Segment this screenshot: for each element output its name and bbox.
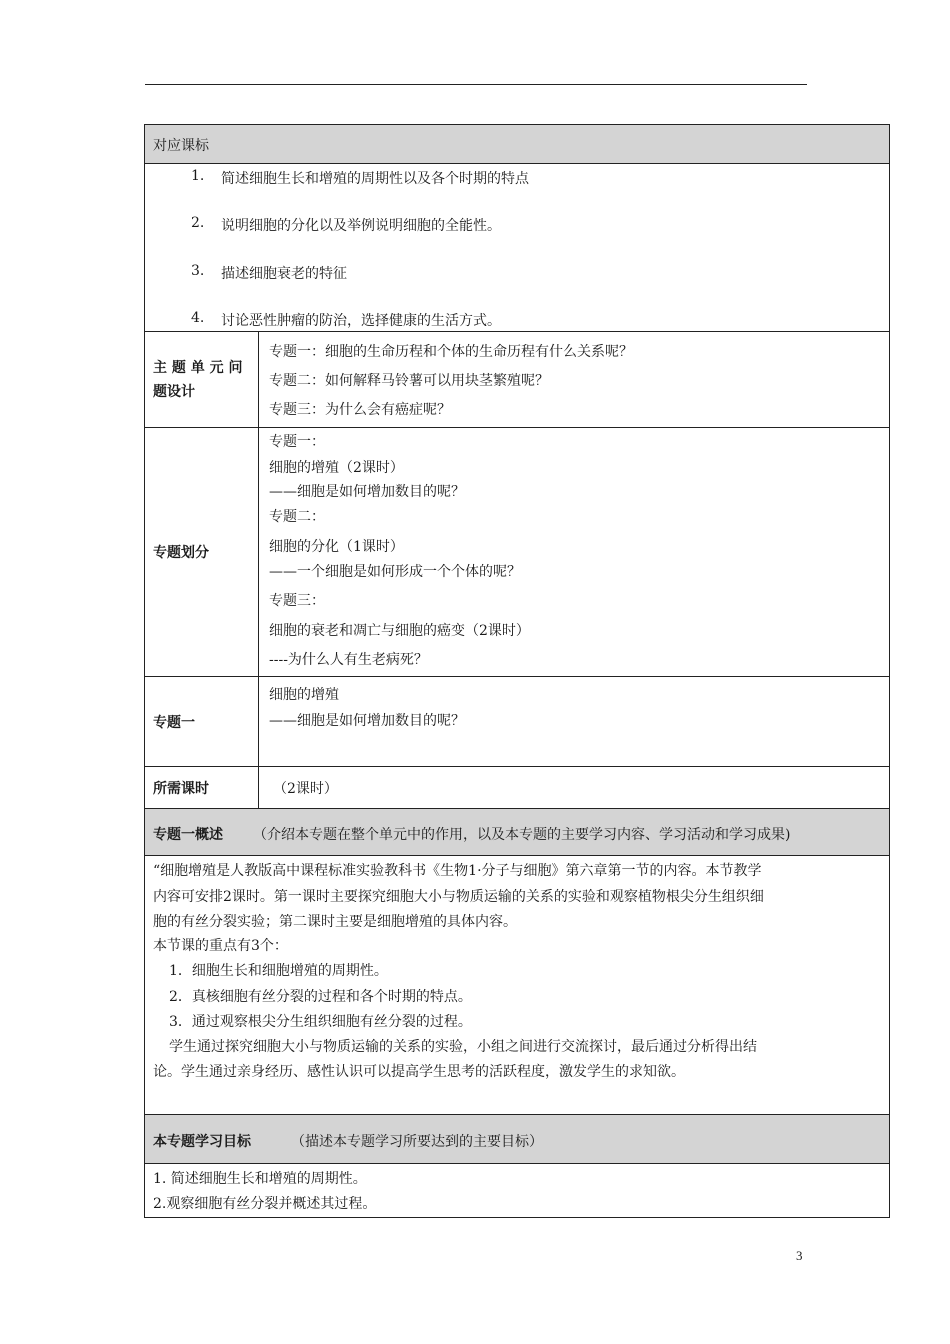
standards-item-num: 1. [191,168,205,184]
overview-header-row [145,808,889,855]
standards-item-text: 说明细胞的分化以及举例说明细胞的全能性。 [221,218,501,234]
goals-label: 本专题学习目标 [153,1134,251,1150]
overview-line: 3．通过观察根尖分生组织细胞有丝分裂的过程。 [169,1014,472,1030]
overview-line: 本节课的重点有3个： [153,938,288,954]
division-content [259,428,889,676]
division-line: ——一个细胞是如何形成一个个体的呢？ [269,564,521,580]
standards-item-num: 4. [191,310,205,326]
topic1-content [259,677,889,766]
topic1-row [145,676,889,766]
questions-label-line1: 主 题 单 元 问 [153,359,243,376]
goals-header-row [145,1114,889,1163]
question-item: 专题二：如何解释马铃薯可以用块茎繁殖呢？ [269,373,549,389]
overview-content-row [145,855,889,1114]
lesson-plan-table [144,124,890,1218]
overview-label: 专题一概述 [153,827,223,843]
questions-label [145,332,259,427]
division-label: 专题划分 [145,428,259,676]
division-line: 专题三： [269,593,325,609]
standards-item-num: 3. [191,263,205,279]
division-line: 专题一： [269,434,325,450]
page-number: 3 [796,1248,803,1263]
overview-line: 学生通过探究细胞大小与物质运输的关系的实验，小组之间进行交流探讨，最后通过分析得出结 [169,1039,757,1055]
standards-items-row [145,163,889,331]
questions-row [145,331,889,427]
overview-line: 内容可安排2课时。第一课时主要探究细胞大小与物质运输的关系的实验和观察植物根尖分生组织细 [153,889,764,905]
topic1-line: ——细胞是如何增加数目的呢？ [269,713,465,729]
question-item: 专题一：细胞的生命历程和个体的生命历程有什么关系呢？ [269,344,633,360]
standards-item-num: 2. [191,215,205,231]
questions-label-line2: 题设计 [153,383,195,400]
hours-value: （2课时） [273,781,338,797]
goals-note: （描述本专题学习所要达到的主要目标） [291,1134,543,1150]
standards-label: 对应课标 [153,138,209,154]
question-item: 专题三：为什么会有癌症呢？ [269,402,451,418]
standards-item-text: 讨论恶性肿瘤的防治，选择健康的生活方式。 [221,313,501,329]
overview-line: 论。学生通过亲身经历、感性认识可以提高学生思考的活跃程度，激发学生的求知欲。 [153,1064,685,1080]
division-line: 细胞的衰老和凋亡与细胞的癌变（2课时） [269,623,530,639]
hours-row [145,766,889,808]
topic1-label: 专题一 [145,677,259,766]
division-line: ——细胞是如何增加数目的呢？ [269,484,465,500]
hours-content [259,767,889,808]
goal-item: 1. 简述细胞生长和增殖的周期性。 [153,1171,367,1187]
goal-item: 2.观察细胞有丝分裂并概述其过程。 [153,1196,377,1212]
overview-note: （介绍本专题在整个单元中的作用，以及本专题的主要学习内容、学习活动和学习成果) [253,827,791,843]
division-line: 细胞的增殖（2课时） [269,460,404,476]
overview-line: 胞的有丝分裂实验；第二课时主要是细胞增殖的具体内容。 [153,914,517,930]
overview-line: “细胞增殖是人教版高中课程标准实验教科书《生物1·分子与细胞》第六章第一节的内容。本节教学 [153,863,762,879]
standards-item-text: 简述细胞生长和增殖的周期性以及各个时期的特点 [221,171,529,187]
standards-header-row [145,125,889,163]
questions-content [259,332,889,427]
overview-line: 1．细胞生长和细胞增殖的周期性。 [169,963,388,979]
hours-label: 所需课时 [145,767,259,808]
overview-line: 2．真核细胞有丝分裂的过程和各个时期的特点。 [169,989,472,1005]
goals-content-row [145,1163,889,1217]
topic1-line: 细胞的增殖 [269,687,339,703]
standards-item-text: 描述细胞衰老的特征 [221,266,347,282]
header-rule [145,84,807,85]
division-line: 细胞的分化（1课时） [269,539,404,555]
division-line: ----为什么人有生老病死？ [269,652,428,668]
division-line: 专题二： [269,509,325,525]
division-row [145,427,889,676]
